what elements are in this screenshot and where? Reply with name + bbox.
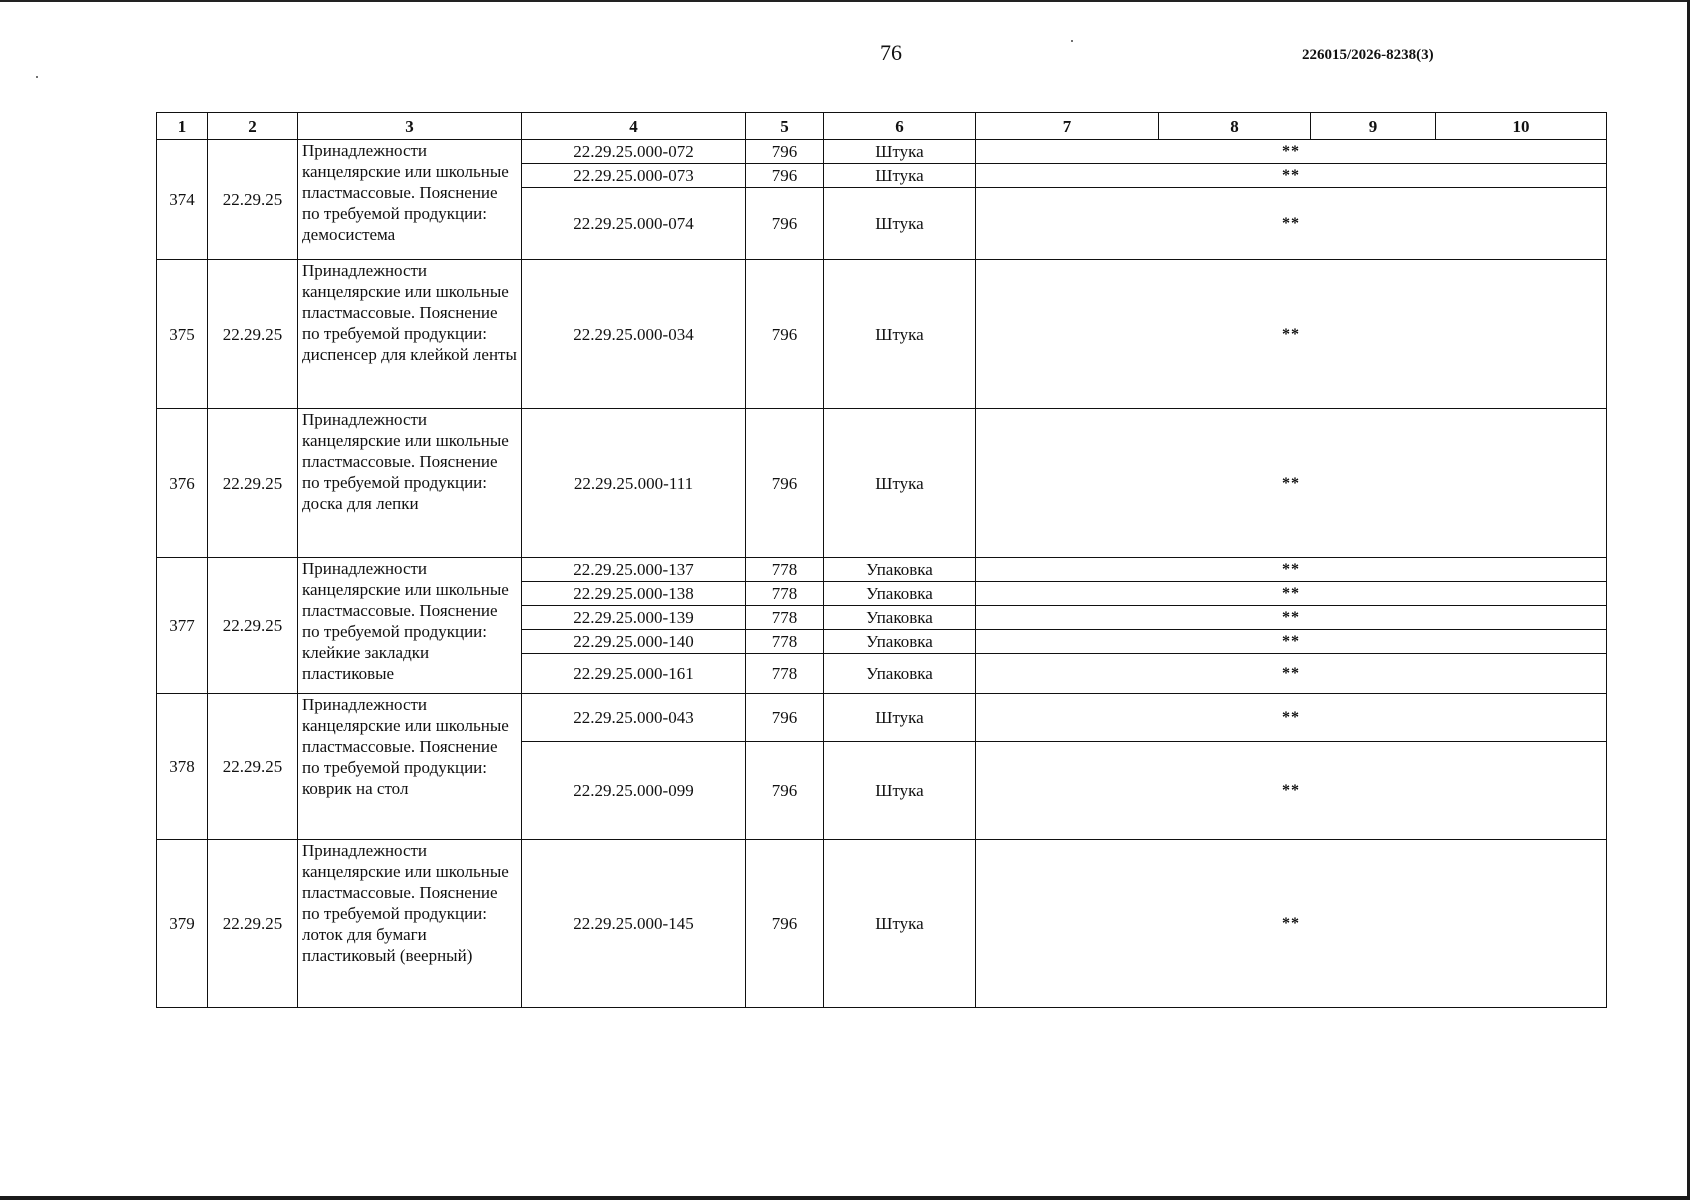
header-cell: 1 — [157, 113, 208, 140]
ktru-code-cell: 22.29.25.000-099 — [522, 742, 746, 840]
okpd2-code-cell: 22.29.25 — [208, 694, 298, 840]
okei-code-cell: 796 — [746, 260, 824, 409]
okei-code-cell: 778 — [746, 630, 824, 654]
okpd2-code-cell: 22.29.25 — [208, 140, 298, 260]
unit-cell: Упаковка — [824, 654, 976, 694]
unit-cell: Упаковка — [824, 630, 976, 654]
unit-cell: Упаковка — [824, 582, 976, 606]
okpd2-code-cell: 22.29.25 — [208, 840, 298, 1008]
table-row — [157, 694, 1607, 742]
okei-code-cell: 796 — [746, 694, 824, 742]
header-cell: 5 — [746, 113, 824, 140]
row-number-cell: 374 — [157, 140, 208, 260]
row-number-cell: 377 — [157, 558, 208, 694]
header-cell: 7 — [976, 113, 1159, 140]
ktru-code-cell: 22.29.25.000-140 — [522, 630, 746, 654]
okpd2-code-cell: 22.29.25 — [208, 260, 298, 409]
page-number: 76 — [880, 40, 902, 65]
okei-code-cell: 778 — [746, 582, 824, 606]
characteristics-cell: ** — [976, 164, 1607, 188]
table-row — [157, 409, 1607, 558]
ktru-code-cell: 22.29.25.000-043 — [522, 694, 746, 742]
table-row — [157, 558, 1607, 582]
table-row — [157, 260, 1607, 409]
header-cell: 6 — [824, 113, 976, 140]
description-cell: Принадлежности канцелярские или школьные пластмассовые. Пояснение по требуемой продукции: диспенсер для клейкой ленты — [298, 260, 522, 409]
okei-code-cell: 796 — [746, 840, 824, 1008]
characteristics-cell: ** — [976, 742, 1607, 840]
sheet-edge-bottom — [0, 1196, 1690, 1200]
okei-code-cell: 778 — [746, 654, 824, 694]
characteristics-cell: ** — [976, 260, 1607, 409]
characteristics-cell: ** — [976, 409, 1607, 558]
okei-code-cell: 796 — [746, 409, 824, 558]
characteristics-cell: ** — [976, 582, 1607, 606]
characteristics-cell: ** — [976, 694, 1607, 742]
sheet-edge-top — [0, 0, 1690, 2]
okpd2-code-cell: 22.29.25 — [208, 409, 298, 558]
unit-cell: Штука — [824, 742, 976, 840]
scan-speck — [36, 76, 38, 78]
characteristics-cell: ** — [976, 654, 1607, 694]
description-cell: Принадлежности канцелярские или школьные пластмассовые. Пояснение по требуемой продукции: демосистема — [298, 140, 522, 260]
characteristics-cell: ** — [976, 140, 1607, 164]
ktru-code-cell: 22.29.25.000-034 — [522, 260, 746, 409]
header-cell: 3 — [298, 113, 522, 140]
unit-cell: Штука — [824, 260, 976, 409]
characteristics-cell: ** — [976, 630, 1607, 654]
characteristics-cell: ** — [976, 558, 1607, 582]
header-cell: 4 — [522, 113, 746, 140]
table-header-row — [157, 113, 1607, 140]
row-number-cell: 375 — [157, 260, 208, 409]
unit-cell: Штука — [824, 188, 976, 260]
ktru-code-cell: 22.29.25.000-137 — [522, 558, 746, 582]
okei-code-cell: 796 — [746, 164, 824, 188]
unit-cell: Штука — [824, 409, 976, 558]
header-cell: 9 — [1311, 113, 1436, 140]
ktru-code-cell: 22.29.25.000-072 — [522, 140, 746, 164]
unit-cell: Штука — [824, 694, 976, 742]
ktru-code-cell: 22.29.25.000-074 — [522, 188, 746, 260]
row-number-cell: 378 — [157, 694, 208, 840]
header-cell: 8 — [1159, 113, 1311, 140]
description-cell: Принадлежности канцелярские или школьные пластмассовые. Пояснение по требуемой продукции: лоток для бумаги пластиковый (веерный) — [298, 840, 522, 1008]
ktru-code-cell: 22.29.25.000-145 — [522, 840, 746, 1008]
ktru-code-cell: 22.29.25.000-138 — [522, 582, 746, 606]
header-cell: 10 — [1436, 113, 1607, 140]
okei-code-cell: 778 — [746, 606, 824, 630]
characteristics-cell: ** — [976, 188, 1607, 260]
ktru-code-cell: 22.29.25.000-139 — [522, 606, 746, 630]
okpd2-code-cell: 22.29.25 — [208, 558, 298, 694]
ktru-code-cell: 22.29.25.000-073 — [522, 164, 746, 188]
table-row — [157, 140, 1607, 164]
unit-cell: Упаковка — [824, 558, 976, 582]
header-cell: 2 — [208, 113, 298, 140]
ktru-code-cell: 22.29.25.000-161 — [522, 654, 746, 694]
document-reference: 226015/2026-8238(3) — [1302, 47, 1434, 63]
scan-speck — [1071, 40, 1073, 42]
row-number-cell: 376 — [157, 409, 208, 558]
okei-code-cell: 778 — [746, 558, 824, 582]
row-number-cell: 379 — [157, 840, 208, 1008]
table-row — [157, 840, 1607, 1008]
okei-code-cell: 796 — [746, 742, 824, 840]
okei-code-cell: 796 — [746, 188, 824, 260]
unit-cell: Штука — [824, 164, 976, 188]
unit-cell: Штука — [824, 140, 976, 164]
unit-cell: Упаковка — [824, 606, 976, 630]
register-table — [156, 112, 1607, 1008]
description-cell: Принадлежности канцелярские или школьные пластмассовые. Пояснение по требуемой продукции: коврик на стол — [298, 694, 522, 840]
description-cell: Принадлежности канцелярские или школьные пластмассовые. Пояснение по требуемой продукции: клейкие закладки пластиковые — [298, 558, 522, 694]
description-cell: Принадлежности канцелярские или школьные пластмассовые. Пояснение по требуемой продукции: доска для лепки — [298, 409, 522, 558]
okei-code-cell: 796 — [746, 140, 824, 164]
unit-cell: Штука — [824, 840, 976, 1008]
ktru-code-cell: 22.29.25.000-111 — [522, 409, 746, 558]
characteristics-cell: ** — [976, 840, 1607, 1008]
characteristics-cell: ** — [976, 606, 1607, 630]
